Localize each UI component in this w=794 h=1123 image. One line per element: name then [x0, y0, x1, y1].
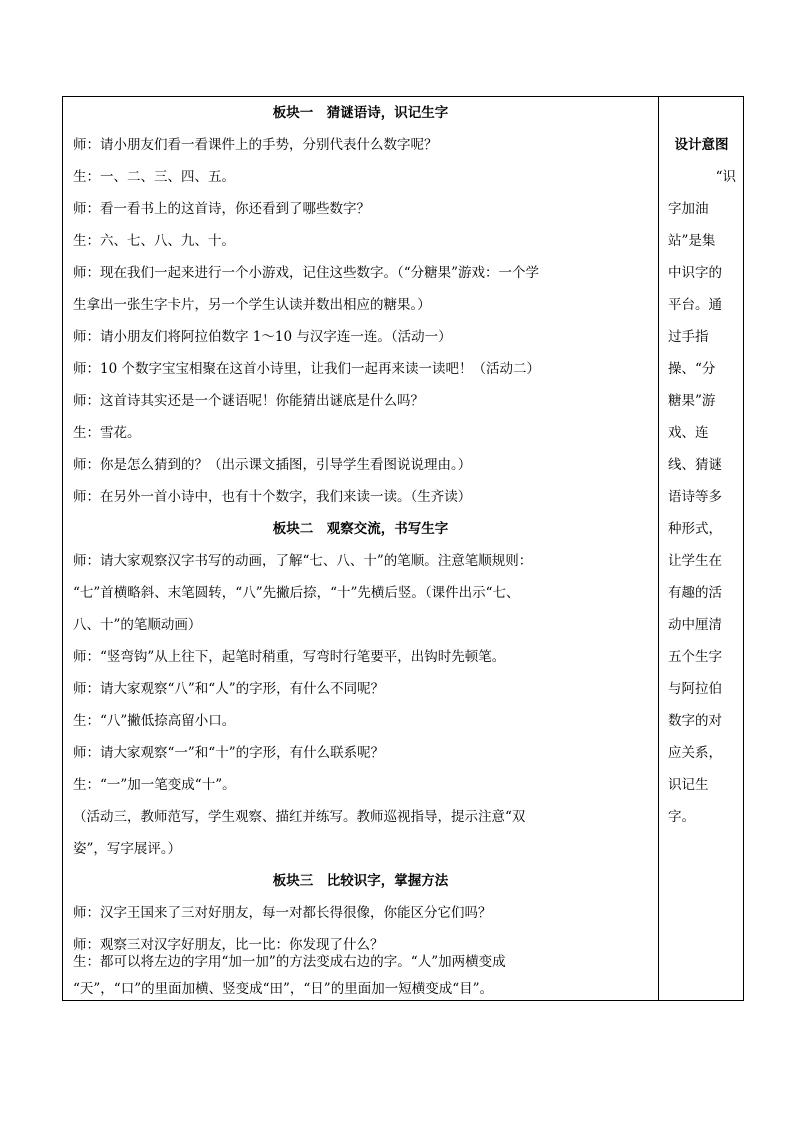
text-line: 生：雪花。: [73, 425, 141, 441]
side-line: 字。: [668, 809, 695, 825]
side-line: 平台。通: [668, 297, 722, 313]
side-line: 与阿拉伯: [668, 681, 722, 697]
text-line: （活动三，教师范写，学生观察、描红并练写。教师巡视指导，提示注意“双: [73, 809, 526, 825]
text-line: 师：请小朋友们看一看课件上的手势，分别代表什么数字呢？: [73, 137, 438, 153]
side-line: 过手指: [668, 329, 709, 345]
side-line: 语诗等多: [668, 489, 722, 505]
side-line: 五个生字: [668, 649, 722, 665]
text-line: 师：10 个数字宝宝相聚在这首小诗里，让我们一起再来读一读吧！（活动二）: [73, 361, 540, 377]
text-line: 师：汉字王国来了三对好朋友，每一对都长得很像，你能区分它们吗？: [73, 905, 492, 921]
text-line: 师：请大家观察“一”和“十”的字形，有什么联系呢？: [73, 745, 385, 761]
side-line: 数字的对: [668, 713, 722, 729]
text-line: 师：请小朋友们将阿拉伯数字 1～10 与汉字连一连。（活动一）: [73, 329, 452, 345]
text-line: 师：“竖弯钩”从上往下，起笔时稍重，写弯时行笔要平，出钩时先顿笔。: [73, 649, 506, 665]
side-line: 应关系，: [668, 745, 722, 761]
side-line: 中识字的: [668, 265, 722, 281]
text-line: 生：都可以将左边的字用“加一加”的方法变成右边的字。“人”加两横变成: [73, 954, 506, 970]
text-line: 生：一、二、三、四、五。: [73, 169, 235, 185]
text-line: 师：这首诗其实还是一个谜语呢！你能猜出谜底是什么吗？: [73, 393, 424, 409]
text-line: 生：六、七、八、九、十。: [73, 233, 235, 249]
text-line: 师：观察三对汉字好朋友，比一比：你发现了什么？: [73, 937, 384, 953]
text-line: 师：你是怎么猜到的？（出示课文插图，引导学生看图说说理由。）: [73, 457, 472, 473]
side-line: 字加油: [668, 201, 709, 217]
section-heading-3: 板块三 比较识字，掌握方法: [272, 873, 449, 889]
text-line: 生：“八”撇低捺高留小口。: [73, 713, 236, 729]
side-line: 让学生在: [668, 553, 722, 569]
side-line: 线、猜谜: [668, 457, 722, 473]
text-line: 姿”，写字展评。）: [73, 841, 182, 857]
side-line: 有趣的活: [668, 585, 722, 601]
side-line: “识: [715, 169, 736, 185]
text-line: 八、十”的笔顺动画）: [73, 617, 202, 633]
side-line: 站”是集: [668, 233, 716, 249]
column-divider: [658, 97, 659, 1000]
section-heading-1: 板块一 猜谜语诗，识记生字: [272, 105, 449, 121]
side-line: 识记生: [668, 777, 709, 793]
text-line: “七”首横略斜、末笔圆转，“八”先撇后捺，“十”先横后竖。（课件出示“七、: [73, 585, 520, 601]
side-line: 糖果”游: [668, 393, 716, 409]
side-line: 种形式，: [668, 521, 722, 537]
side-line: 动中厘清: [668, 617, 722, 633]
side-line: 戏、连: [668, 425, 709, 441]
lesson-table: [62, 96, 744, 1001]
text-line: “天”，“口”的里面加横、竖变成“田”，“日”的里面加一短横变成“目”。: [73, 981, 494, 997]
text-line: 师：看一看书上的这首诗，你还看到了哪些数字？: [73, 201, 370, 217]
text-line: 生拿出一张生字卡片，另一个学生认读并数出相应的糖果。）: [73, 297, 431, 313]
text-line: 师：请大家观察“八”和“人”的字形，有什么不同呢？: [73, 681, 385, 697]
text-line: 师：请大家观察汉字书写的动画，了解“七、八、十”的笔顺。注意笔顺规则：: [73, 553, 533, 569]
text-line: 师：现在我们一起来进行一个小游戏，记住这些数字。（“分糖果”游戏：一个学: [73, 265, 540, 281]
side-line: 操、“分: [668, 361, 716, 377]
section-heading-2: 板块二 观察交流，书写生字: [272, 521, 449, 537]
text-line: 师：在另外一首小诗中，也有十个数字，我们来读一读。（生齐读）: [73, 489, 472, 505]
design-intent-title: 设计意图: [674, 137, 729, 153]
text-line: 生：“一”加一笔变成“十”。: [73, 777, 236, 793]
